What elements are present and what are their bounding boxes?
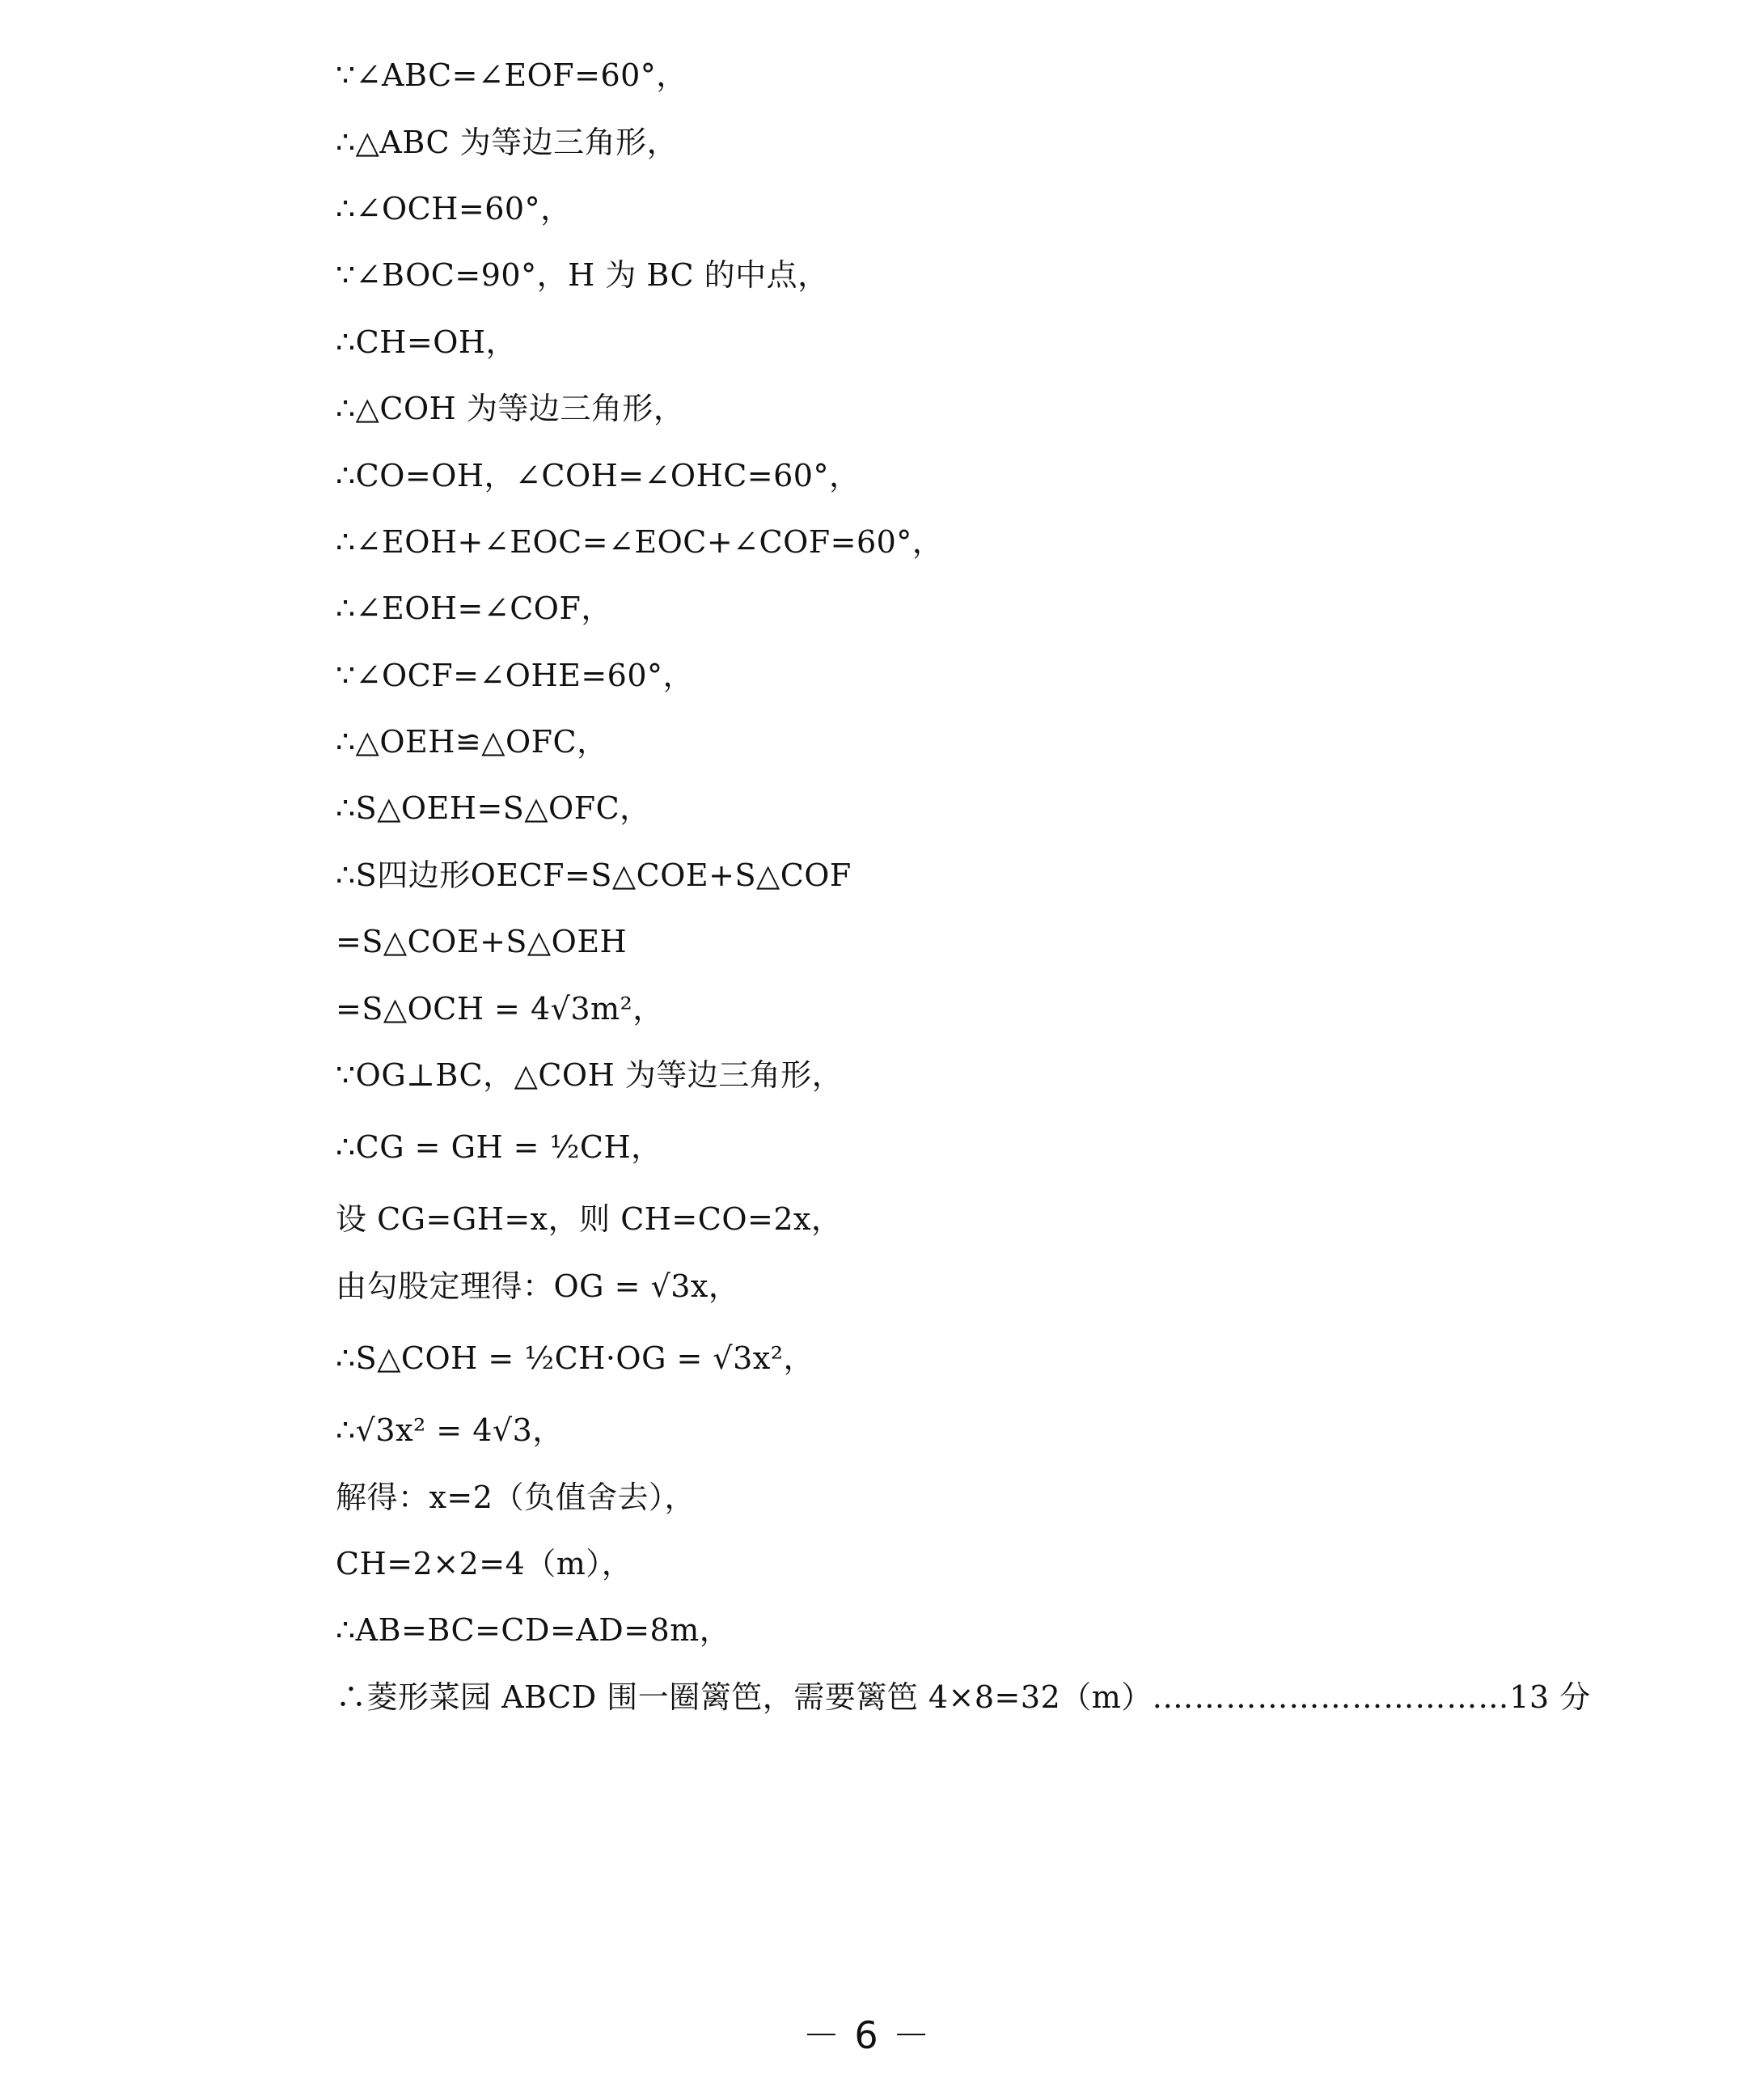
proof-line-8: [336, 509, 1549, 575]
proof-line-11: [336, 709, 1549, 775]
proof-line-text: ∴△OEH≌△OFC，: [336, 724, 608, 760]
proof-line-text: ∴∠EOH+∠EOC=∠EOC+∠COF=60°，: [336, 523, 944, 560]
proof-line-18: [336, 1186, 1549, 1252]
proof-line-text: 设 CG=GH=x，则 CH=CO=2x，: [336, 1201, 843, 1238]
proof-line-text: ∴S△COH = ½CH·OG = √3x²，: [336, 1340, 814, 1377]
proof-line-7: [336, 442, 1549, 508]
proof-line-17: [336, 1108, 1549, 1186]
proof-line-14: [336, 908, 1549, 975]
proof-line-21: [336, 1397, 1549, 1463]
proof-line-20: [336, 1319, 1549, 1397]
proof-line-1: [336, 42, 1549, 108]
proof-line-16: [336, 1042, 1549, 1108]
page-number: －6－: [802, 2013, 945, 2057]
proof-line-text: ∵∠BOC=90°，H 为 BC 的中点，: [336, 257, 829, 294]
proof-line-2: [336, 108, 1549, 175]
proof-line-text: ∴CG = GH = ½CH，: [336, 1129, 662, 1166]
proof-line-19: [336, 1253, 1549, 1319]
proof-line-text: =S△COE+S△OEH: [336, 924, 628, 960]
proof-line-text: CH=2×2=4（m），: [336, 1546, 633, 1581]
proof-text: [336, 42, 1591, 1730]
proof-line-text: ∴∠EOH=∠COF，: [336, 591, 612, 627]
proof-line-12: [336, 775, 1549, 841]
proof-line-25: [336, 1664, 1591, 1730]
proof-line-text: ∴CO=OH，∠COH=∠OHC=60°，: [336, 457, 861, 493]
proof-line-5: [336, 309, 1549, 375]
proof-line-23: [336, 1531, 1549, 1597]
score-leader-dots: ……………………………: [1162, 1679, 1510, 1715]
proof-line-3: [336, 176, 1549, 242]
proof-line-13: [336, 842, 1549, 908]
proof-line-text: 由勾股定理得：OG = √3x，: [336, 1268, 740, 1304]
proof-line-6: [336, 375, 1549, 442]
proof-line-text: ∴△ABC 为等边三角形，: [336, 124, 679, 160]
proof-line-22: [336, 1463, 1549, 1530]
proof-line-text: ∵∠ABC=∠EOF=60°，: [336, 57, 687, 94]
proof-line-4: [336, 242, 1549, 308]
proof-line-text: ∴△COH 为等边三角形，: [336, 391, 685, 427]
proof-line-9: [336, 575, 1549, 641]
proof-line-text: ∴√3x² = 4√3，: [336, 1412, 564, 1449]
proof-line-text: ∴菱形菜园 ABCD 围一圈篱笆，需要篱笆 4×8=32（m）.: [336, 1679, 1163, 1715]
proof-line-text: =S△OCH = 4√3m²，: [336, 990, 664, 1027]
proof-line-text: ∵OG⊥BC，△COH 为等边三角形，: [336, 1057, 844, 1094]
proof-line-24: [336, 1597, 1549, 1663]
proof-line-10: [336, 642, 1549, 709]
proof-line-text: 解得：x=2（负值舍去），: [336, 1479, 696, 1515]
proof-line-text: ∴AB=BC=CD=AD=8m，: [336, 1612, 731, 1649]
proof-line-text: ∵∠OCF=∠OHE=60°，: [336, 657, 695, 693]
proof-line-text: ∴S△OEH=S△OFC，: [336, 790, 651, 827]
proof-line-text: ∴CH=OH，: [336, 324, 518, 360]
proof-line-text: ∴S四边形OECF=S△COE+S△COF: [336, 857, 852, 893]
score-mark: 13 分: [1509, 1679, 1591, 1715]
proof-line-text: ∴∠OCH=60°，: [336, 190, 572, 227]
proof-line-15: [336, 975, 1549, 1041]
